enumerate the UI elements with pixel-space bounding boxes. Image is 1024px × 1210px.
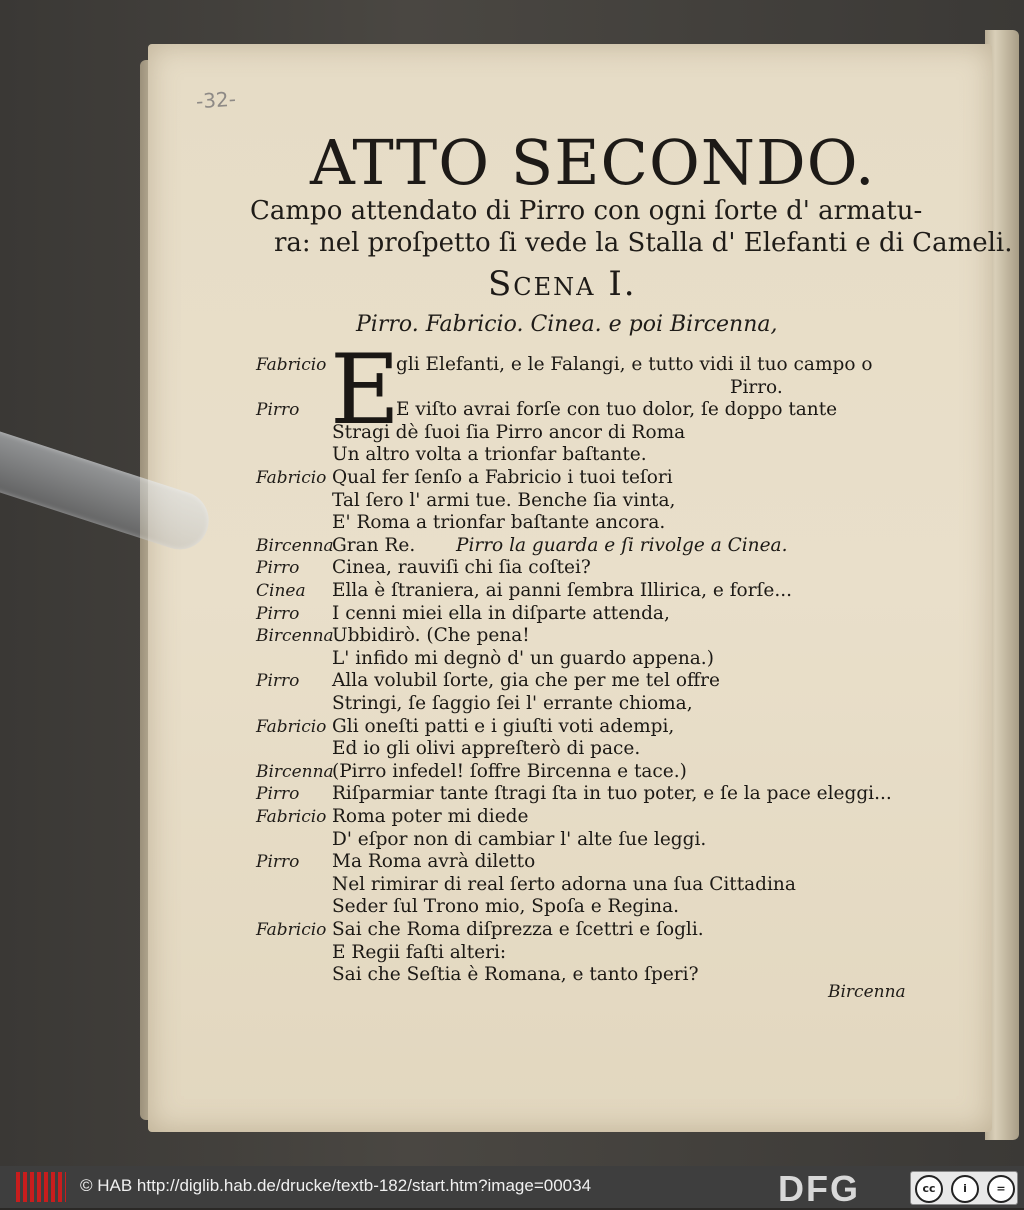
- speaker-label: Pirro: [256, 558, 300, 579]
- stage-direction: Pirro la guarda e ſi rivolge a Cinea.: [456, 534, 788, 556]
- dialogue-line: I cenni miei ella in diſparte attenda,: [332, 602, 670, 624]
- speaker-label: Pirro: [256, 852, 300, 873]
- dialogue-line: L' infido mi degnò d' un guardo appena.): [332, 647, 714, 669]
- dialogue-line: Gran Re.: [332, 534, 416, 556]
- speaker-label: Pirro: [256, 400, 300, 421]
- dialogue-line: E Regii faſti alteri:: [332, 941, 507, 963]
- cc-icon: cc: [915, 1175, 943, 1203]
- credit-link[interactable]: © HAB http://diglib.hab.de/drucke/textb-182/start.htm?image=00034: [80, 1176, 592, 1195]
- dialogue-line: Ed io gli olivi appreſterò di pace.: [332, 738, 641, 760]
- speaker-label: Pirro: [256, 671, 300, 692]
- dialogue-line: Sai che Seſtia è Romana, e tanto ſperi?: [332, 964, 699, 986]
- speaker-label: Bircenna: [256, 535, 334, 556]
- speaker-label: Fabricio: [256, 920, 327, 940]
- speaker-label: Cinea: [256, 581, 306, 601]
- setting-line-2: ra: nel proſpetto ſi vede la Stalla d' Elefanti e di Cameli.: [274, 228, 1013, 258]
- setting-line-1: Campo attendato di Pirro con ogni ſorte d' armatu-: [250, 196, 923, 226]
- drop-cap: E: [330, 334, 401, 446]
- act-title: ATTO SECONDO.: [310, 126, 876, 199]
- dialogue-line: Ella è ſtraniera, ai panni ſembra Illirica, e forſe...: [332, 580, 792, 601]
- scene-heading: Scena I.: [488, 264, 637, 304]
- dialogue-line: Cinea, rauviſi chi ſia coſtei?: [332, 557, 591, 579]
- dialogue-line: Tal ſero l' armi tue. Benche ſia vinta,: [332, 489, 676, 511]
- dialogue-line: Gli oneſti patti e i giuſti voti adempi,: [332, 715, 675, 737]
- dialogue-line: Pirro.: [730, 376, 783, 398]
- by-icon: i: [951, 1175, 979, 1203]
- speaker-label: Fabricio: [256, 716, 327, 737]
- dfg-logo: DFG: [778, 1168, 860, 1209]
- dialogue-line: E' Roma a trionfar baſtante ancora.: [332, 512, 666, 534]
- dialogue-line: Roma poter mi diede: [332, 806, 529, 827]
- dialogue-line: Ma Roma avrà diletto: [332, 851, 536, 873]
- sa-icon: =: [987, 1175, 1015, 1203]
- dialogue-line: Un altro volta a trionfar baſtante.: [332, 444, 647, 466]
- speaker-label: Fabricio: [256, 807, 327, 827]
- pencil-page-number: -32-: [195, 86, 237, 114]
- speaker-label: Pirro: [256, 603, 300, 624]
- dialogue-line: D' eſpor non di cambiar l' alte ſue leggi.: [332, 828, 707, 850]
- dialogue-line: Alla volubil ſorte, gia che per me tel offre: [332, 670, 720, 692]
- speaker-label: Pirro: [256, 784, 300, 805]
- dialogue-line: Riſparmiar tante ſtragi ſta in tuo poter, e ſe la pace eleggi...: [332, 783, 892, 805]
- cc-license-badge[interactable]: [910, 1171, 1018, 1205]
- viewer-footer: [0, 1166, 1024, 1208]
- speaker-label: Fabricio: [256, 468, 327, 488]
- dialogue-line: Stragi dè ſuoi ſia Pirro ancor di Roma: [332, 421, 686, 443]
- dialogue-line: (Pirro infedel! ſoffre Bircenna e tace.): [332, 760, 687, 782]
- catchword: Bircenna: [828, 982, 906, 1002]
- speaker-label: Bircenna: [256, 626, 334, 647]
- speaker-label: Fabricio: [256, 355, 327, 375]
- dialogue-line: E viſto avrai forſe con tuo dolor, ſe doppo tante: [396, 399, 838, 421]
- cast-list: Pirro. Fabricio. Cinea. e poi Bircenna,: [356, 312, 778, 337]
- dialogue-line: Stringi, ſe ſaggio ſei l' errante chioma,: [332, 693, 693, 714]
- hab-logo-icon: [16, 1172, 66, 1202]
- dialogue-line: gli Elefanti, e le Falangi, e tutto vidi il tuo campo o: [396, 354, 873, 375]
- speaker-label: Bircenna: [256, 761, 334, 782]
- dialogue-line: Seder ſul Trono mio, Spoſa e Regina.: [332, 896, 680, 918]
- dialogue-line: Ubbidirò. (Che pena!: [332, 625, 530, 647]
- dialogue-line: Qual fer ſenſo a Fabricio i tuoi teſori: [332, 467, 673, 488]
- dialogue-line: Sai che Roma diſprezza e ſcettri e ſogli.: [332, 919, 704, 940]
- dialogue-line: Nel rimirar di real ſerto adorna una ſua Cittadina: [332, 873, 796, 895]
